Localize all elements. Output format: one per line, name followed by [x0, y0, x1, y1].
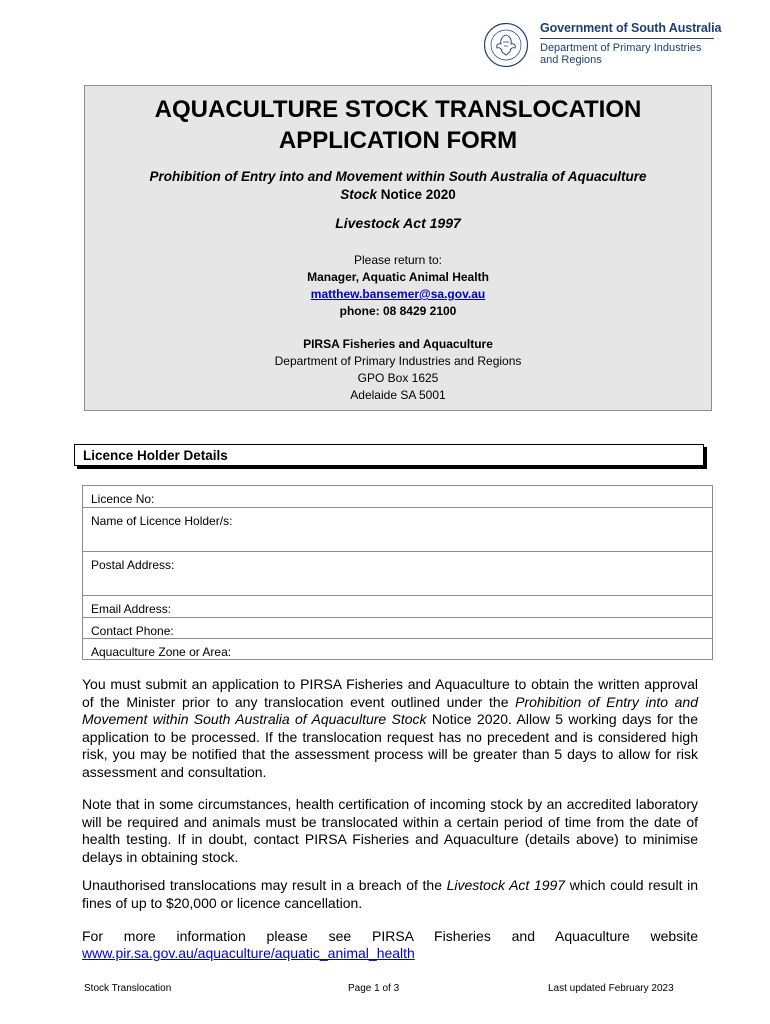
paragraph-approval: You must submit an application to PIRSA Fisheries and Aquaculture to obtain the written approval of the Minister prior to any translocation event outlined under the Prohibition of Entry into and Movement within South Australia of Aquaculture Stock Notice 2020. Allow 5 working days for the application to be processed. If the translocation request has no precedent and is considered high risk, you may be notified that the assessment process will be greater than 5 days to allow for risk assessment and consultation. — [82, 676, 699, 780]
footer-page-number: Page 1 of 3 — [348, 983, 400, 994]
paragraph-unauthorised: Unauthorised translocations may result in a breach of the Livestock Act 1997 which could result in fines of up to $20,000 or licence cancellation. — [82, 877, 698, 911]
licence-no-field[interactable] — [83, 486, 712, 508]
email-address-field[interactable] — [83, 596, 712, 618]
postal-address-field[interactable] — [83, 552, 712, 596]
field-label: Aquaculture Zone or Area: — [91, 645, 232, 659]
dept-name-line1: Department of Primary Industries — [540, 42, 702, 54]
licence-holder-section-heading: Licence Holder Details — [74, 444, 704, 466]
form-header-box — [84, 85, 712, 411]
field-label: Licence No: — [91, 492, 155, 506]
aquaculture-zone-field[interactable] — [83, 639, 712, 659]
po-box: GPO Box 1625 — [357, 371, 439, 385]
paragraph-more-info: For more information please see PIRSA Fisheries and Aquaculture website — [82, 928, 698, 944]
contact-phone-field[interactable] — [83, 618, 712, 639]
footer-last-updated: Last updated February 2023 — [548, 983, 674, 994]
licence-holder-name-field[interactable] — [83, 508, 712, 552]
subtitle-italic-1: Prohibition of Entry into and Movement within South Australia of Aquaculture — [149, 169, 647, 184]
form-title — [85, 94, 711, 156]
org-address — [85, 336, 711, 404]
field-label: Postal Address: — [91, 558, 175, 572]
title-line-2: APPLICATION FORM — [278, 127, 518, 154]
subtitle-italic-2: Stock — [340, 187, 377, 202]
return-to-label: Please return to: — [353, 253, 443, 267]
title-line-1: AQUACULTURE STOCK TRANSLOCATION — [154, 96, 642, 123]
notice-subtitle — [105, 168, 691, 204]
field-label: Contact Phone: — [91, 624, 174, 638]
paragraph-health-certification: Note that in some circumstances, health certification of incoming stock by an accredited laboratory will be required and animals must be translocated within a certain period of time from the date of health testing. If in doubt, contact PIRSA Fisheries and Aquaculture (details above) to minimise delays in obtaining stock. — [82, 796, 698, 865]
sa-seal-icon — [483, 22, 529, 68]
logo-divider — [540, 38, 714, 39]
licence-holder-details-table — [82, 485, 713, 660]
city-line: Adelaide SA 5001 — [350, 388, 446, 402]
subtitle-rest: Notice 2020 — [376, 187, 456, 202]
phone-number: phone: 08 8429 2100 — [339, 304, 457, 318]
field-label: Name of Licence Holder/s: — [91, 514, 233, 528]
field-label: Email Address: — [91, 602, 172, 616]
dept-name-line2: and Regions — [540, 54, 602, 66]
footer-doc-name: Stock Translocation — [84, 983, 172, 994]
government-logo — [483, 20, 743, 72]
email-link[interactable]: matthew.bansemer@sa.gov.au — [310, 287, 486, 301]
return-contact — [85, 252, 711, 320]
org-name: PIRSA Fisheries and Aquaculture — [303, 337, 493, 351]
more-info-link-line — [82, 945, 698, 963]
pirsa-website-link[interactable]: www.pir.sa.gov.au/aquaculture/aquatic_animal_health — [82, 945, 415, 961]
manager-title: Manager, Aquatic Animal Health — [307, 270, 489, 284]
act-name: Livestock Act 1997 — [335, 215, 461, 231]
gov-name: Government of South Australia — [540, 21, 722, 35]
dept-line: Department of Primary Industries and Regions — [274, 354, 522, 368]
